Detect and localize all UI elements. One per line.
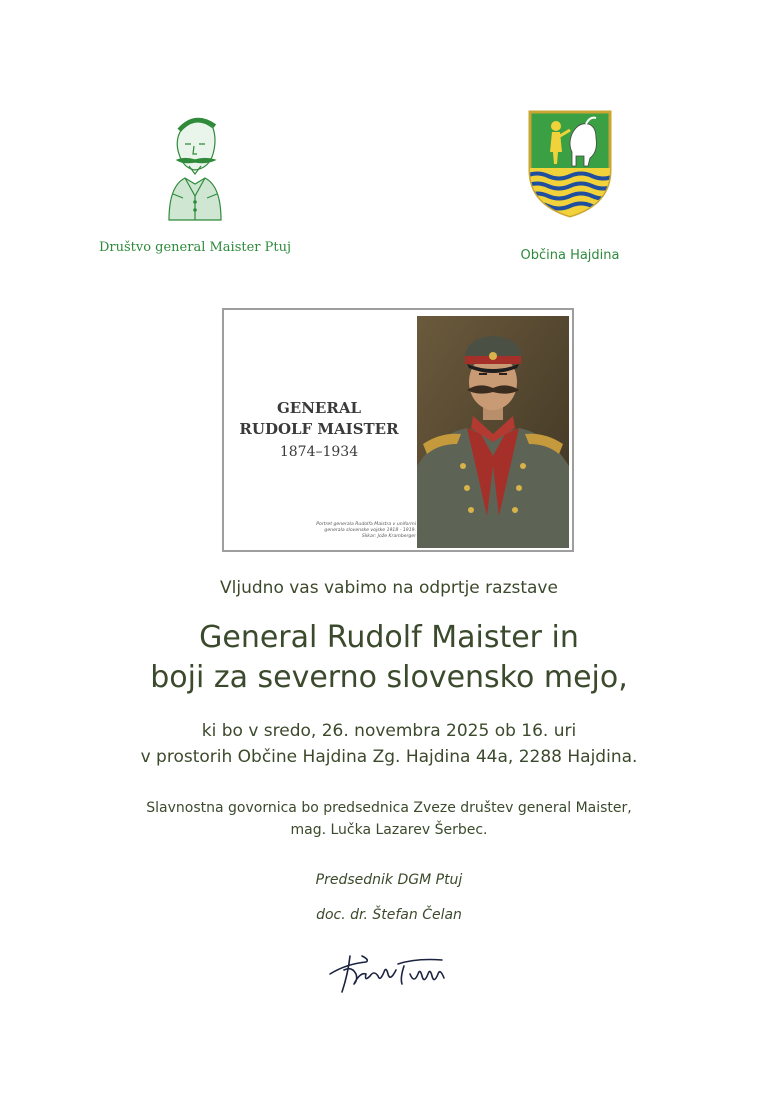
poster-caption-line1: Portret generala Rudolfa Maistra v uniformi [316,522,416,527]
general-portrait-painting [417,316,569,548]
event-details [0,718,778,770]
poster-caption [260,522,416,540]
exhibition-title [0,618,778,698]
speaker-line1: Slavnostna govornica bo predsednica Zveze društev general Maister, [146,800,632,816]
poster-caption-line2: generala slovenske vojske 1918 - 1919. [324,528,416,533]
poster-title-line1: GENERAL [276,399,362,417]
president-title: Predsednik DGM Ptuj [315,872,463,888]
poster-title [224,398,414,440]
poster-title-line2: RUDOLF MAISTER [239,420,399,438]
speaker-info [0,797,778,841]
municipality-caption: Občina Hajdina [520,248,620,263]
invitation-line: Vljudno vas vabimo na odprtje razstave [220,578,558,598]
speaker-line2: mag. Lučka Lazarev Šerbec. [290,822,488,838]
poster-years: 1874–1934 [279,444,359,460]
event-location: v prostorih Občine Hajdina Zg. Hajdina 44a, 2288 Hajdina. [140,747,638,767]
general-maister-portrait-logo [155,110,235,222]
signature-image [326,944,456,996]
hajdina-coat-of-arms [526,108,614,220]
exhibition-title-line1: General Rudolf Maister in [199,620,579,655]
exhibition-title-line2: boji za severno slovensko mejo, [150,660,628,695]
poster-caption-line3: Slikar: Jože Kramberger [361,534,416,539]
exhibition-poster [222,308,574,552]
president-name: doc. dr. Štefan Čelan [316,907,462,923]
society-caption: Društvo general Maister Ptuj [98,240,292,255]
event-date: ki bo v sredo, 26. novembra 2025 ob 16. uri [201,721,577,741]
